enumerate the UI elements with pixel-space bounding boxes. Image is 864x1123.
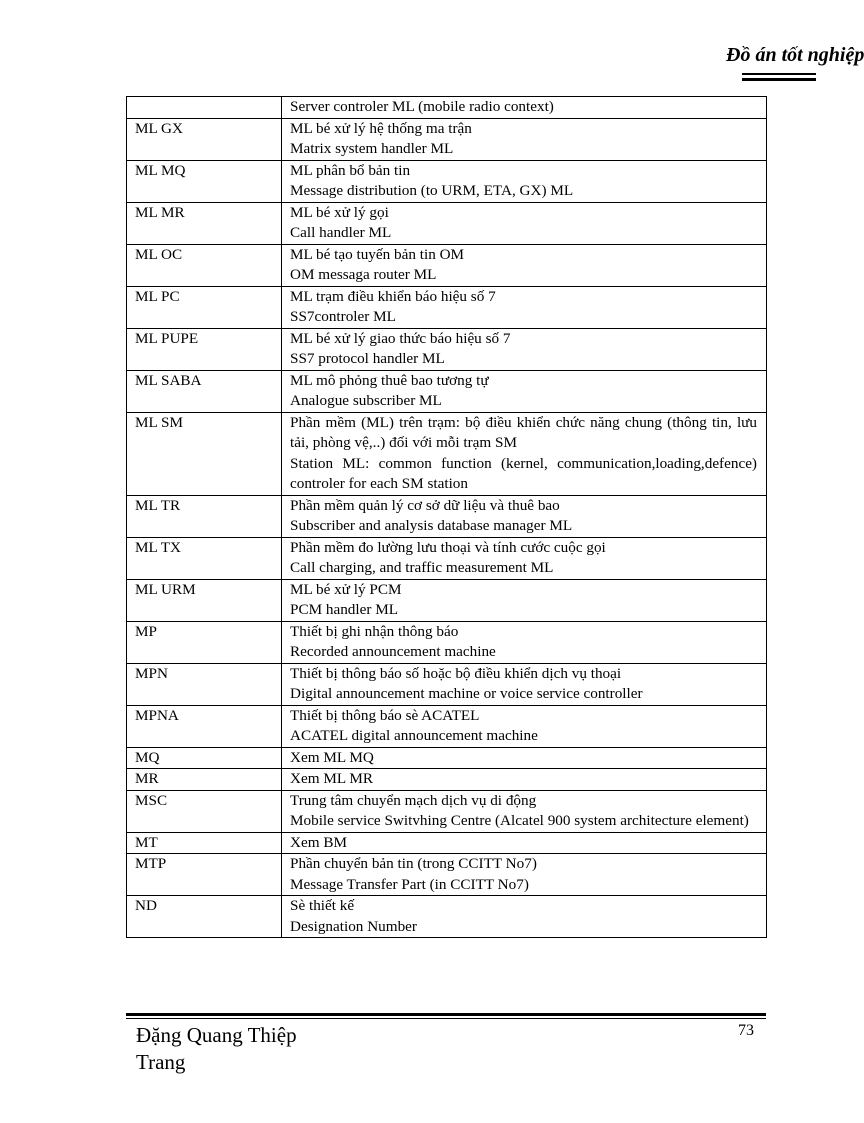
term-cell: ML MQ: [127, 160, 282, 202]
description-cell: [282, 412, 767, 495]
description-line: Phần mềm đo lường lưu thoại và tính cước cuộc gọi: [290, 538, 606, 556]
description-line: Station ML: common function (kernel, communication,loading,defence) controler for each SM station: [290, 454, 757, 492]
glossary-table: [126, 96, 767, 938]
table-row: [127, 370, 767, 412]
term-cell: ML URM: [127, 579, 282, 621]
description-line: ACATEL digital announcement machine: [290, 727, 538, 744]
description-line: SS7controler ML: [290, 308, 396, 325]
description-line: Matrix system handler ML: [290, 140, 454, 157]
table-row: [127, 286, 767, 328]
description-line: Mobile service Switvhing Centre (Alcatel 900 system architecture element): [290, 812, 749, 829]
description-line: ML bé tạo tuyến bản tin OM: [290, 245, 465, 263]
description-line: Xem BM: [290, 833, 347, 851]
description-cell: [282, 705, 767, 747]
description-cell: [282, 896, 767, 938]
description-line: ML bé xử lý gọi: [290, 203, 389, 221]
description-cell: [282, 537, 767, 579]
description-cell: [282, 747, 767, 769]
description-line: ML phân bổ bản tin: [290, 161, 411, 179]
description-line: Phần chuyển bản tin (trong CCITT No7): [290, 855, 537, 872]
footer-author: [136, 1022, 297, 1076]
description-cell: [282, 663, 767, 705]
term-cell: MQ: [127, 747, 282, 769]
description-line: Digital announcement machine or voice service controller: [290, 685, 643, 702]
table-row: [127, 790, 767, 832]
term-cell: ML MR: [127, 202, 282, 244]
description-cell: [282, 832, 767, 854]
table-row: [127, 705, 767, 747]
term-cell: MPNA: [127, 705, 282, 747]
table-row: [127, 118, 767, 160]
description-cell: [282, 244, 767, 286]
description-line: Trung tâm chuyển mạch dịch vụ di động: [290, 791, 537, 809]
description-line: Sè thiết kế: [290, 897, 355, 914]
table-row: [127, 747, 767, 769]
term-cell: MR: [127, 769, 282, 791]
description-line: Call charging, and traffic measurement ML: [290, 559, 554, 576]
description-line: Phần mềm (ML) trên trạm: bộ điều khiển chức năng chung (thông tin, lưu tải, phòng vệ,..) đối với mỗi trạm SM: [290, 413, 757, 451]
term-cell: ML TX: [127, 537, 282, 579]
table-row: [127, 854, 767, 896]
description-cell: [282, 202, 767, 244]
description-line: SS7 protocol handler ML: [290, 350, 445, 367]
description-cell: [282, 97, 767, 119]
term-cell: ML SABA: [127, 370, 282, 412]
description-line: Server controler ML (mobile radio context): [290, 98, 554, 115]
header-title: Đồ án tốt nghiệp: [726, 44, 864, 66]
description-line: Analogue subscriber ML: [290, 392, 442, 409]
description-line: Message Transfer Part (in CCITT No7): [290, 875, 529, 893]
description-line: Thiết bị thông báo số hoặc bộ điều khiển dịch vụ thoại: [290, 664, 622, 682]
table-row: [127, 621, 767, 663]
term-cell: ML PC: [127, 286, 282, 328]
term-cell: MSC: [127, 790, 282, 832]
description-cell: [282, 769, 767, 791]
description-cell: [282, 854, 767, 896]
footer-rule: [126, 1013, 766, 1016]
term-cell: ML SM: [127, 412, 282, 495]
footer-author-line2: Trang: [136, 1050, 186, 1074]
table-row: [127, 495, 767, 537]
description-line: Xem ML MQ: [290, 748, 374, 766]
description-cell: [282, 790, 767, 832]
description-line: Designation Number: [290, 917, 417, 935]
description-cell: [282, 621, 767, 663]
term-cell: ML TR: [127, 495, 282, 537]
description-cell: [282, 370, 767, 412]
term-cell: ML OC: [127, 244, 282, 286]
table-row: [127, 202, 767, 244]
description-line: ML trạm điều khiển báo hiệu số 7: [290, 287, 496, 305]
header-rule-double: [742, 78, 816, 81]
table-row: [127, 832, 767, 854]
description-line: Thiết bị thông báo sè ACATEL: [290, 706, 480, 724]
page-number: 73: [738, 1022, 754, 1039]
description-line: Phần mềm quản lý cơ sở dữ liệu và thuê bao: [290, 496, 560, 514]
header-rule: [742, 73, 816, 75]
table-row: [127, 769, 767, 791]
description-line: OM messaga router ML: [290, 266, 437, 283]
description-line: ML bé xử lý hệ thống ma trận: [290, 119, 472, 137]
term-cell: ML PUPE: [127, 328, 282, 370]
description-cell: [282, 495, 767, 537]
description-line: ML mô phỏng thuê bao tương tự: [290, 371, 489, 389]
term-cell: MTP: [127, 854, 282, 896]
description-line: ML bé xử lý giao thức báo hiệu số 7: [290, 329, 511, 347]
table-row: [127, 412, 767, 495]
footer-rule-thin: [126, 1018, 766, 1019]
description-cell: [282, 118, 767, 160]
description-line: PCM handler ML: [290, 601, 398, 618]
term-cell: ND: [127, 896, 282, 938]
footer-author-line1: Đặng Quang Thiệp: [136, 1023, 297, 1047]
term-cell: MP: [127, 621, 282, 663]
description-line: Call handler ML: [290, 224, 392, 241]
table-row: [127, 160, 767, 202]
term-cell: MPN: [127, 663, 282, 705]
table-row: [127, 579, 767, 621]
glossary-body: [127, 97, 767, 938]
description-line: Xem ML MR: [290, 770, 373, 787]
description-line: Message distribution (to URM, ETA, GX) ML: [290, 182, 574, 199]
term-cell: [127, 97, 282, 119]
description-line: Subscriber and analysis database manager ML: [290, 517, 573, 534]
description-cell: [282, 160, 767, 202]
table-row: [127, 896, 767, 938]
table-row: [127, 663, 767, 705]
term-cell: MT: [127, 832, 282, 854]
table-row: [127, 537, 767, 579]
description-cell: [282, 328, 767, 370]
description-line: ML bé xử lý PCM: [290, 580, 402, 598]
table-row: [127, 97, 767, 119]
description-line: Thiết bị ghi nhận thông báo: [290, 622, 459, 640]
term-cell: ML GX: [127, 118, 282, 160]
description-line: Recorded announcement machine: [290, 643, 496, 660]
description-cell: [282, 286, 767, 328]
description-cell: [282, 579, 767, 621]
table-row: [127, 244, 767, 286]
table-row: [127, 328, 767, 370]
